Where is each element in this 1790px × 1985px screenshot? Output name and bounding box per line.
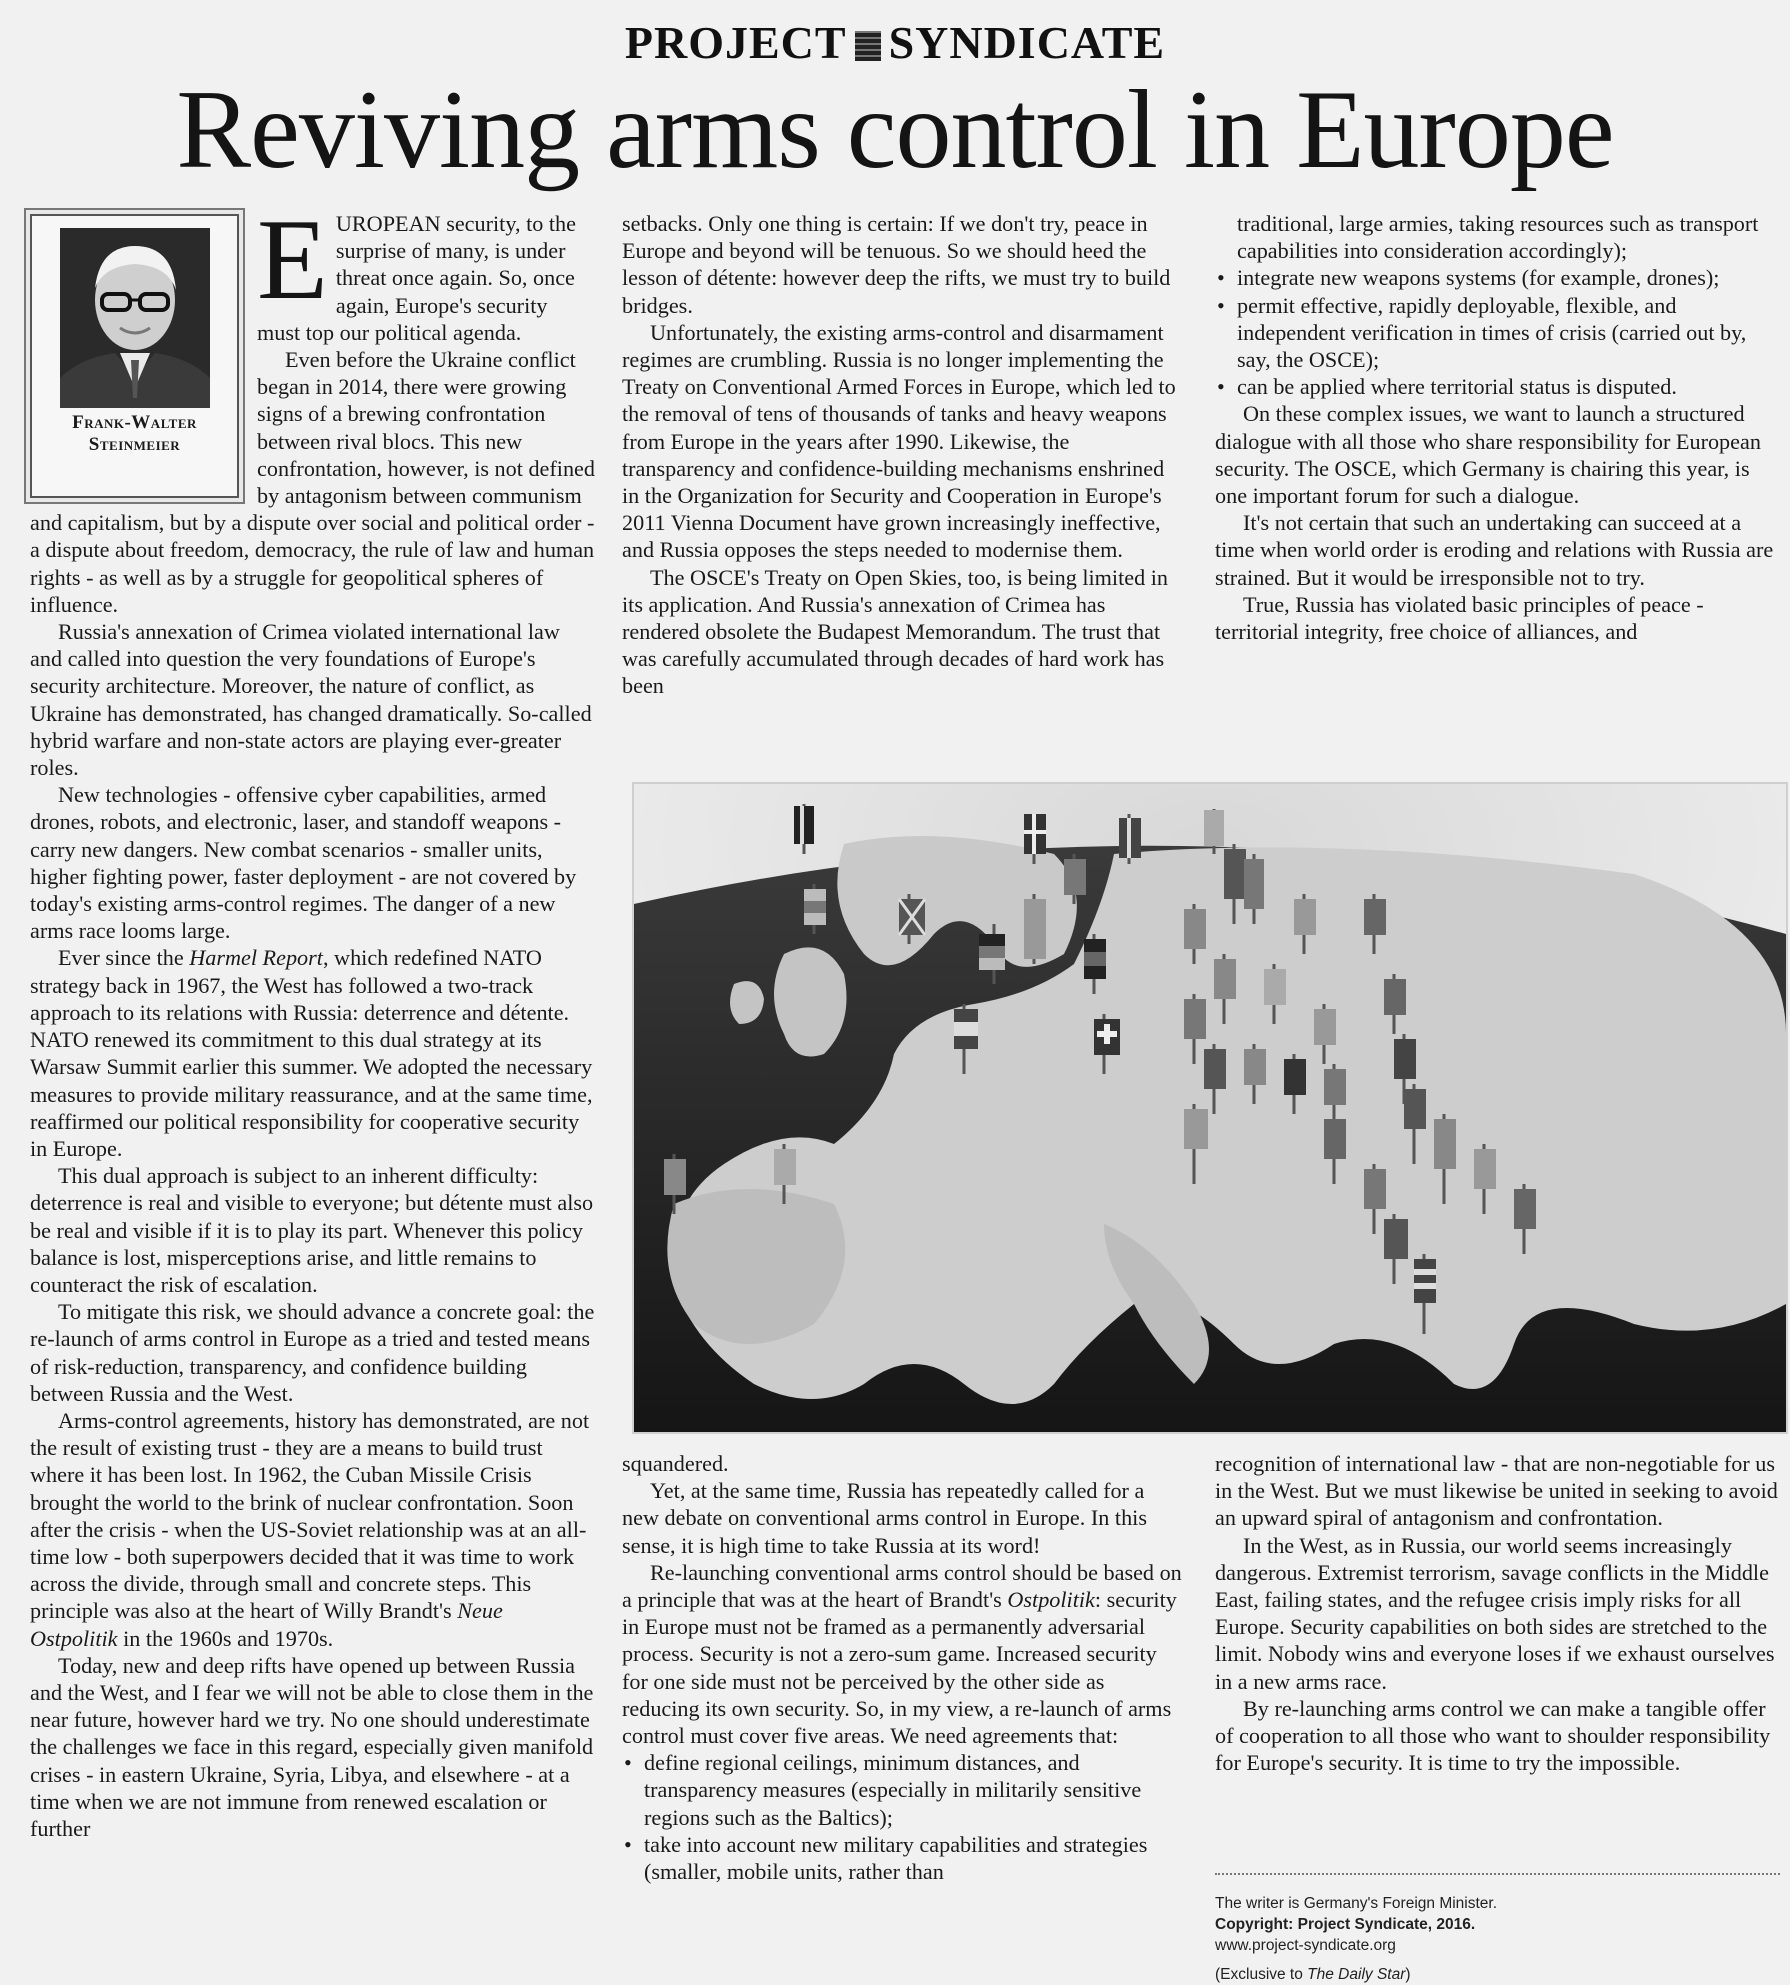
paragraph-text: : security in Europe must not be framed as a permanently adversarial process. Security is not a zero-sum game. Increased security for one side must not be perceived by the other side as reducing its own security. So, in my view, a re-launch of arms control must cover five areas. We need agreements that: <box>622 1587 1177 1749</box>
paragraph: The OSCE's Treaty on Open Skies, too, is being limited in its application. And Russia's annexation of Crimea has rendered obsolete the Budapest Memorandum. The trust that was carefully accumulated through decades of hard work has been <box>622 564 1169 699</box>
author-portrait <box>30 214 239 498</box>
exclusive-text: ) <box>1405 1966 1411 1983</box>
article-column-3-continued <box>1215 1450 1785 1776</box>
list-item: • can be applied where territorial status is disputed. <box>1215 373 1785 400</box>
paragraph-text: , which redefined NATO strategy back in 1967, the West has followed a two-track approach to its relations with Russia: deterrence and détente. NATO renewed its commitment to this dual strategy at its Warsaw Summit earlier this summer. We adopted the necessary measures to provide military reassurance, and at the same time, reaffirmed our political responsibility for cooperative security in Europe. <box>30 945 593 1161</box>
paragraph <box>622 1559 1182 1749</box>
paragraph: Even before the Ukraine conflict began in 2014, there were growing signs of a brewing confrontation between rival blocs. This new confrontation, however, is not defined by antagonism between communism and capitalism, but by a dispute over social and political order - a dispute about freedom, democracy, the rule of law and human rights - as well as by a struggle for geopolitical spheres of influence. <box>30 347 595 617</box>
article-column-2 <box>622 210 1182 700</box>
list-item: traditional, large armies, taking resources such as transport capabilities into consideration accordingly); <box>1237 211 1759 264</box>
paragraph-text: in the 1960s and 1970s. <box>117 1625 334 1651</box>
paragraph: Russia's annexation of Crimea violated international law and called into question the very foundations of Europe's security architecture. Moreover, the nature of conflict, as Ukraine has demonstrated, has changed dramatically. So-called hybrid warfare and non-state actors are playing ever-greater roles. <box>30 619 592 781</box>
paragraph: Yet, at the same time, Russia has repeatedly called for a new debate on conventional arms control in Europe. In this sense, it is high time to take Russia at its word! <box>622 1478 1147 1558</box>
list-item: • integrate new weapons systems (for example, drones); <box>1215 264 1785 291</box>
paragraph <box>30 1407 595 1652</box>
author-first-name: Frank-Walter <box>72 412 197 433</box>
paragraph: Today, new and deep rifts have opened up between Russia and the West, and I fear we will not be able to close them in the near future, however hard we try. No one should underestimate the challenges we face in this regard, especially given manifold crises - in eastern Ukraine, Syria, Libya, and elsewhere - at a time when we are not immune from renewed escalation or further <box>30 1652 594 1841</box>
paragraph-emphasis: Ostpolitik <box>1007 1587 1095 1613</box>
paragraph: By re-launching arms control we can make a tangible offer of cooperation to all those who want to shoulder responsibility for Europe's security. It is time to try the impossible. <box>1215 1695 1771 1776</box>
article-column-1 <box>30 196 595 1842</box>
paragraph: New technologies - offensive cyber capabilities, armed drones, robots, and electronic, laser, and standoff weapons - carry new dangers. New combat scenarios - smaller units, higher fighting power, faster deployment - are not covered by today's existing arms-control regimes. The danger of a new arms race looms large. <box>30 782 577 944</box>
exclusive-note <box>1215 1964 1780 1985</box>
paragraph-emphasis: Neue Ostpolitik <box>30 1598 503 1651</box>
article-footer <box>1215 1893 1780 1985</box>
list-item: • define regional ceilings, minimum distances, and transparency measures (especially in militarily sensitive regions such as the Baltics); <box>622 1749 1182 1831</box>
copyright-note: Copyright: Project Syndicate, 2016. <box>1215 1916 1476 1933</box>
author-last-name: Steinmeier <box>88 434 181 455</box>
masthead <box>0 16 1790 69</box>
paragraph <box>30 944 595 1162</box>
paragraph-emphasis: Harmel Report <box>189 945 323 971</box>
paragraph: True, Russia has violated basic principles of peace - territorial integrity, free choice of alliances, and <box>1215 591 1704 645</box>
masthead-right: SYNDICATE <box>888 17 1166 68</box>
paragraph: On these complex issues, we want to launch a structured dialogue with all those who share responsibility for European security. The OSCE, which Germany is chairing this year, is one important forum for such a dialogue. <box>1215 401 1761 509</box>
article-column-2-continued <box>622 1450 1182 1885</box>
paragraph-text: Ever since the <box>58 945 190 971</box>
author-photo-icon <box>60 228 210 408</box>
paragraph-text: Arms-control agreements, history has demonstrated, are not the result of existing trust - they are a means to build trust where it has been lost. In 1962, the Cuban Missile Crisis brought the world to the brink of nuclear confrontation. Soon after the crisis - when the US-Soviet relationship was at an all-time low - both superpowers decided that it was time to work across the divide, through small and concrete steps. This principle was also at the heart of Willy Brandt's <box>30 1407 590 1624</box>
list-item: • take into account new military capabilities and strategies (smaller, mobile units, rather than <box>622 1831 1182 1885</box>
agreements-list-continued <box>1215 210 1785 400</box>
agreements-list <box>622 1749 1182 1885</box>
masthead-logo-icon <box>855 31 881 61</box>
exclusive-text: (Exclusive to <box>1215 1966 1308 1983</box>
paragraph: squandered. <box>622 1451 729 1476</box>
author-caption <box>32 412 237 456</box>
paragraph: setbacks. Only one thing is certain: If we don't try, peace in Europe and beyond will be tenuous. So we should heed the lesson of détente: however deep the rifts, we must try to build bridges. <box>622 211 1171 318</box>
writer-note: The writer is Germany's Foreign Minister. <box>1215 1895 1498 1912</box>
paragraph: recognition of international law - that are non-negotiable for us in the West. But we must likewise be united in seeking to avoid an upward spiral of antagonism and confrontation. <box>1215 1451 1778 1531</box>
paragraph: To mitigate this risk, we should advance a concrete goal: the re-launch of arms control in Europe as a tried and tested means of risk-reduction, transparency, and confidence building between Russia and the West. <box>30 1299 595 1406</box>
footer-divider <box>1215 1873 1780 1875</box>
exclusive-publication: The Daily Star <box>1307 1966 1406 1983</box>
masthead-left: PROJECT <box>624 17 847 68</box>
paragraph: Unfortunately, the existing arms-control and disarmament regimes are crumbling. Russia is no longer implementing the Treaty on Conventional Armed Forces in Europe, which led to the removal of tens of thousands of tanks and heavy weapons from Europe in the years after 1990. Likewise, the transparency and confidence-building mechanisms enshrined in the Organization for Security and Cooperation in Europe's 2011 Vienna Document have grown increasingly ineffective, and Russia opposes the steps needed to modernise them. <box>622 319 1176 563</box>
paragraph: In the West, as in Russia, our world seems increasingly dangerous. Extremist terrorism, savage conflicts in the Middle East, failing states, and the refugee crisis imply risks for all Europe. Security capabilities on both sides are stretched to the limit. Nobody wins and everyone loses if we exhaust ourselves in a new arms race. <box>1215 1532 1775 1694</box>
source-url: www.project-syndicate.org <box>1215 1937 1396 1954</box>
paragraph-text: Re-launching conventional arms control should be based on a principle that was at the heart of Brandt's <box>622 1559 1182 1613</box>
drop-cap: E <box>257 196 328 324</box>
paragraph: This dual approach is subject to an inherent difficulty: deterrence is real and visible to everyone; but détente must also be real and visible if it is to play its part. Whenever this policy balance is lost, misperceptions arise, and little remains to counteract the risk of escalation. <box>30 1163 594 1297</box>
paragraph: It's not certain that such an undertaking can succeed at a time when world order is eroding and relations with Russia are strained. But it would be irresponsible not to try. <box>1215 510 1774 590</box>
headline: Reviving arms control in Europe <box>176 68 1614 192</box>
article-column-3 <box>1215 210 1785 645</box>
list-item: • permit effective, rapidly deployable, flexible, and independent verification in times of crisis (carried out by, say, the OSCE); <box>1215 292 1785 374</box>
europe-flags-map-image <box>632 782 1788 1434</box>
paragraph-text: UROPEAN security, to the surprise of many, is under threat once again. So, once again, Europe's security must top our political agenda. <box>257 211 576 345</box>
